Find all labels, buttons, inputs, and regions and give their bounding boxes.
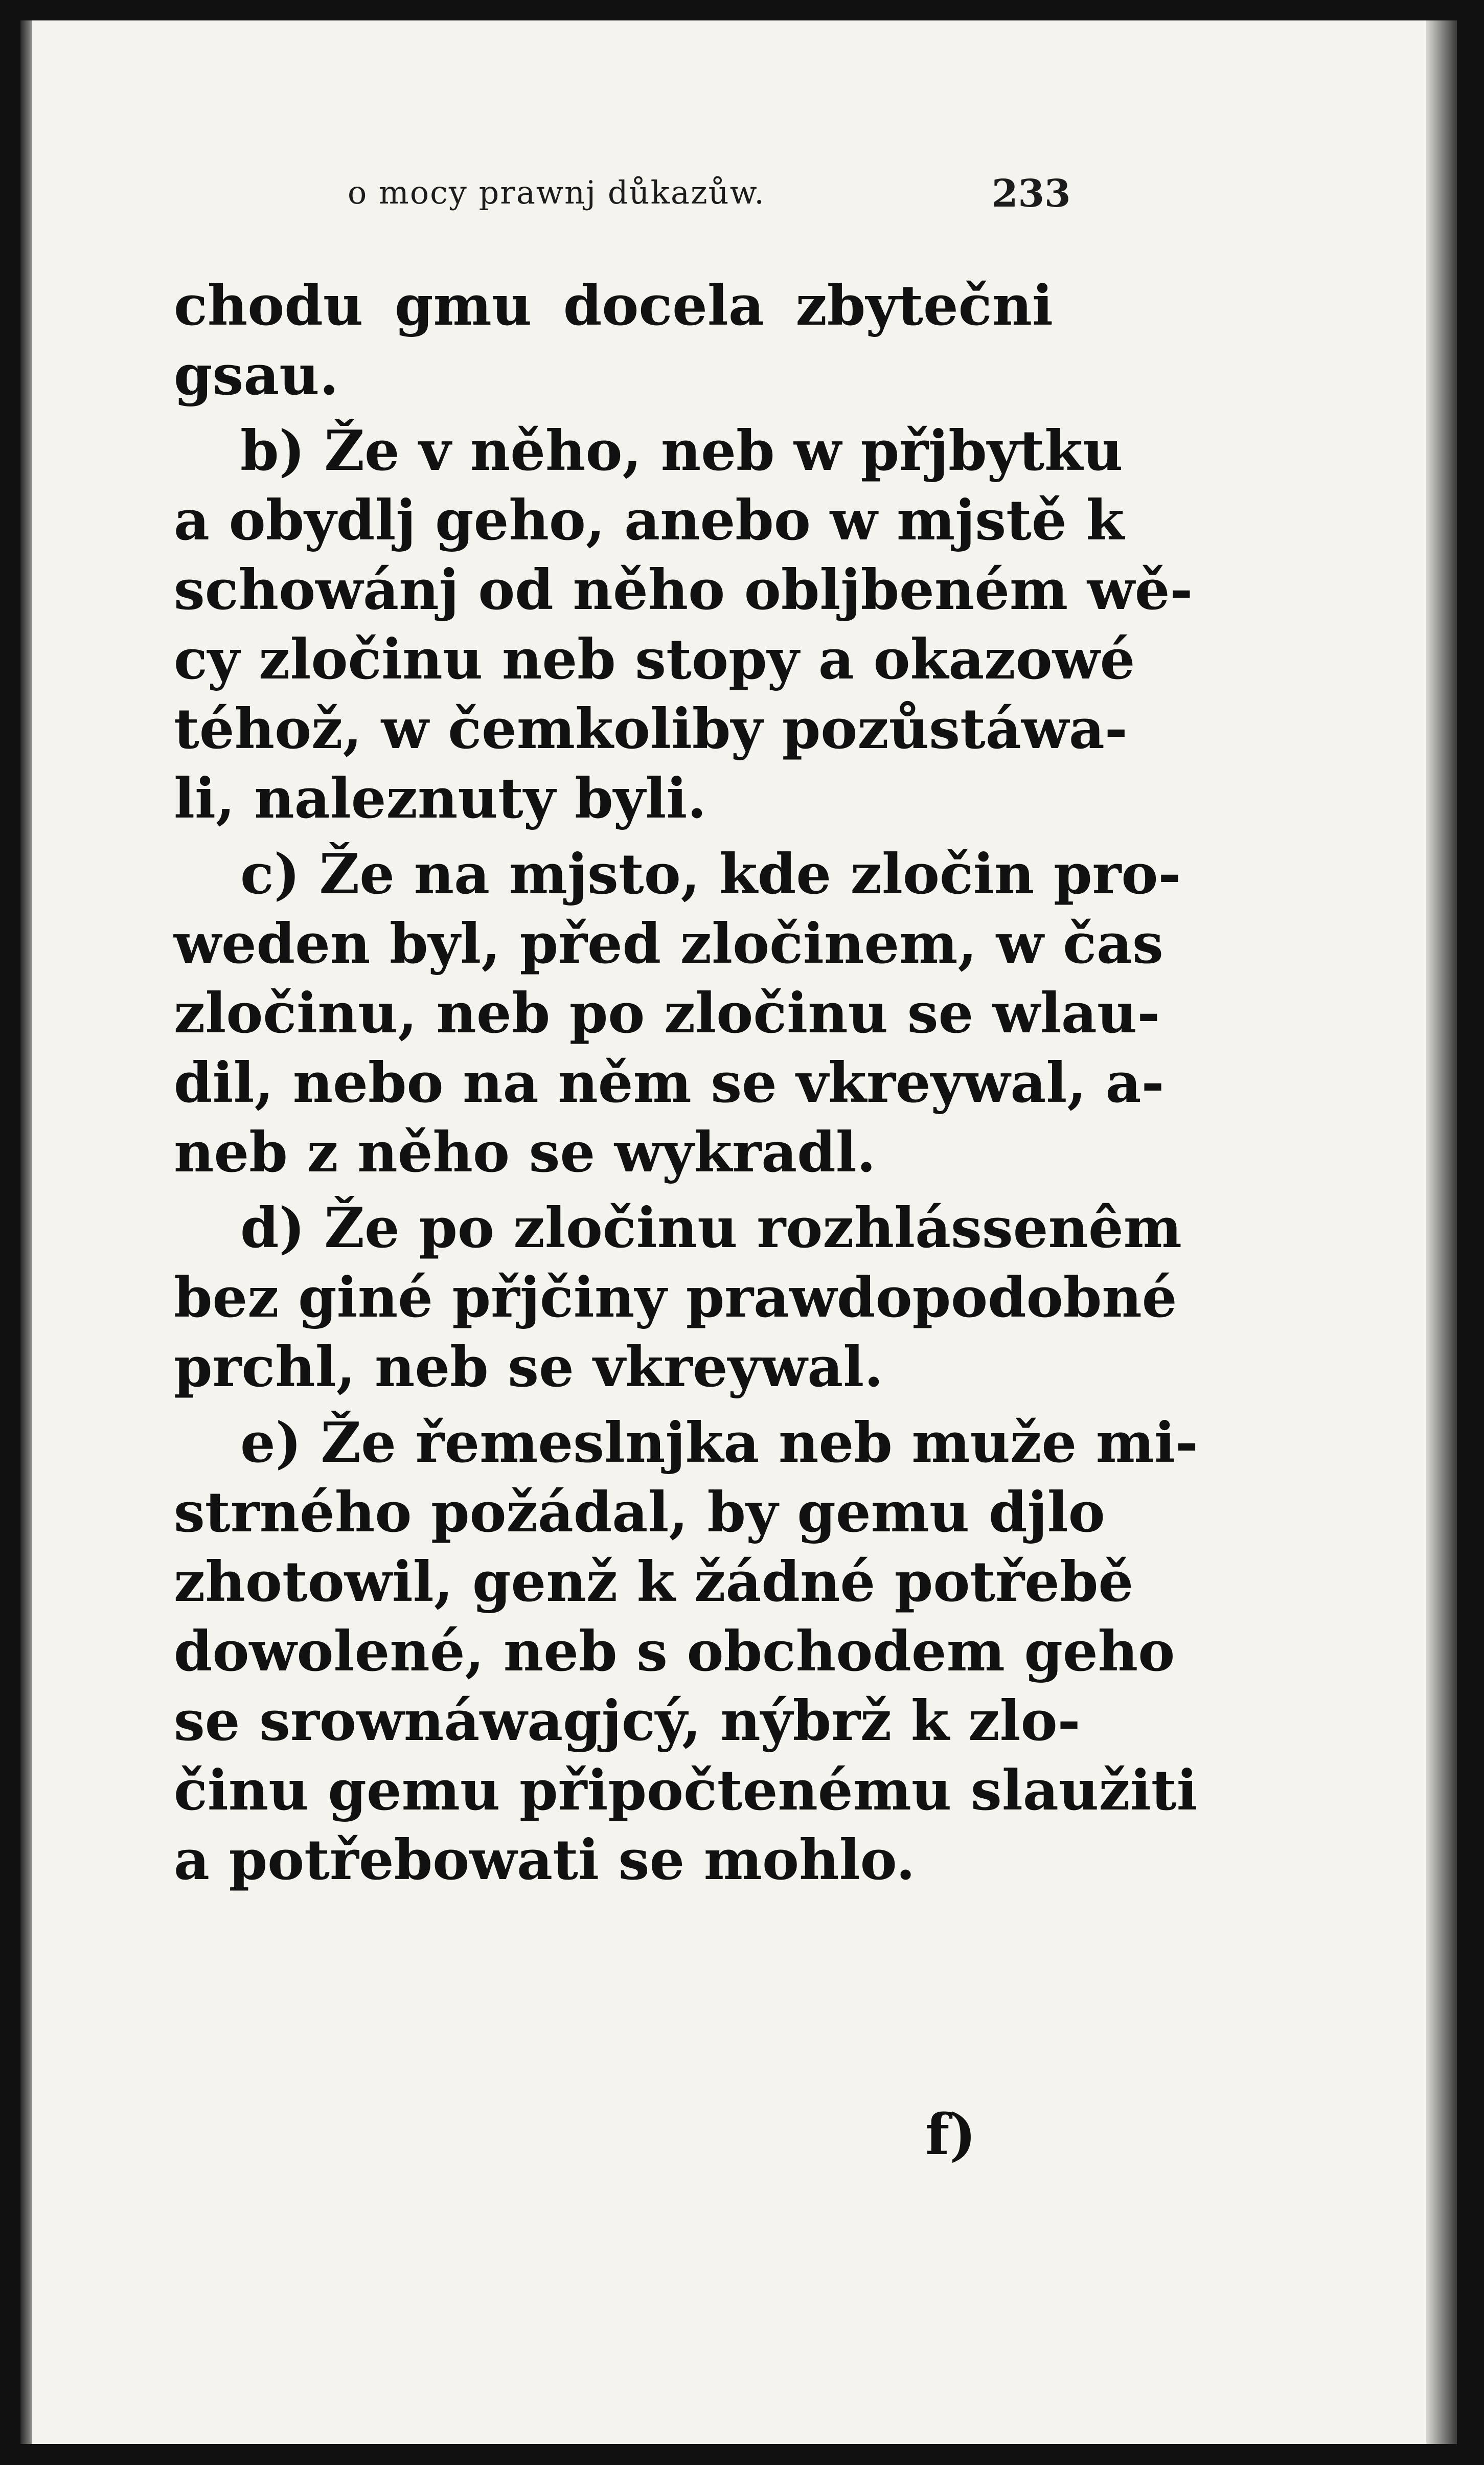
text-line: dowolené, neb s obchodem geho	[174, 1619, 1175, 1684]
page-left-edge	[20, 20, 32, 2444]
text-line: a potřebowati se mohlo.	[174, 1828, 916, 1892]
paragraph-c	[174, 840, 1181, 1187]
text-line: a obydlj geho, anebo w mjstě k	[174, 488, 1125, 553]
catchword: f)	[925, 2101, 976, 2167]
paragraph-b	[174, 416, 1193, 833]
text-line: cy zločinu neb stopy a okazowé	[174, 627, 1135, 692]
text-line: činu gemu připočtenému slaužiti	[174, 1758, 1198, 1823]
text-line: se srownáwagjcý, nýbrž k zlo-	[174, 1689, 1081, 1753]
paragraph-continuation	[174, 271, 1053, 410]
text-line: téhož, w čemkoliby pozůstáwa-	[174, 697, 1128, 761]
text-line: gsau.	[174, 343, 339, 408]
text-line: e) Že řemeslnjka neb muže mi-	[240, 1411, 1198, 1475]
text-line: weden byl, před zločinem, w čas	[174, 912, 1163, 976]
text-line: b) Že v něho, neb w přjbytku	[240, 419, 1123, 483]
text-line: zločinu, neb po zločinu se wlau-	[174, 981, 1160, 1046]
text-line: li, naleznuty byli.	[174, 766, 707, 831]
book-page	[20, 20, 1457, 2444]
text-line: c) Že na mjsto, kde zločin pro-	[240, 842, 1181, 907]
text-line: prchl, neb se vkreywal.	[174, 1335, 883, 1399]
text-line: strného požádal, by gemu djlo	[174, 1480, 1105, 1545]
text-line: dil, nebo na něm se vkreywal, a-	[174, 1051, 1165, 1115]
page-right-edge	[1426, 20, 1457, 2444]
text-line: schowánj od něho obljbeném wě-	[174, 558, 1193, 622]
text-line: d) Že po zločinu rozhlássenêm	[240, 1196, 1182, 1260]
paragraph-d	[174, 1193, 1182, 1402]
text-line: chodu gmu docela zbytečni	[174, 274, 1053, 338]
text-line: zhotowil, genž k žádné potřebě	[174, 1550, 1134, 1614]
paragraph-e	[174, 1408, 1198, 1895]
body-text	[174, 271, 1198, 1895]
page-number: 233	[992, 172, 1071, 216]
text-line: bez giné přjčiny prawdopodobné	[174, 1265, 1177, 1330]
text-line: neb z něho se wykradl.	[174, 1120, 876, 1185]
running-header: o mocy prawnj důkazůw.	[348, 174, 766, 211]
